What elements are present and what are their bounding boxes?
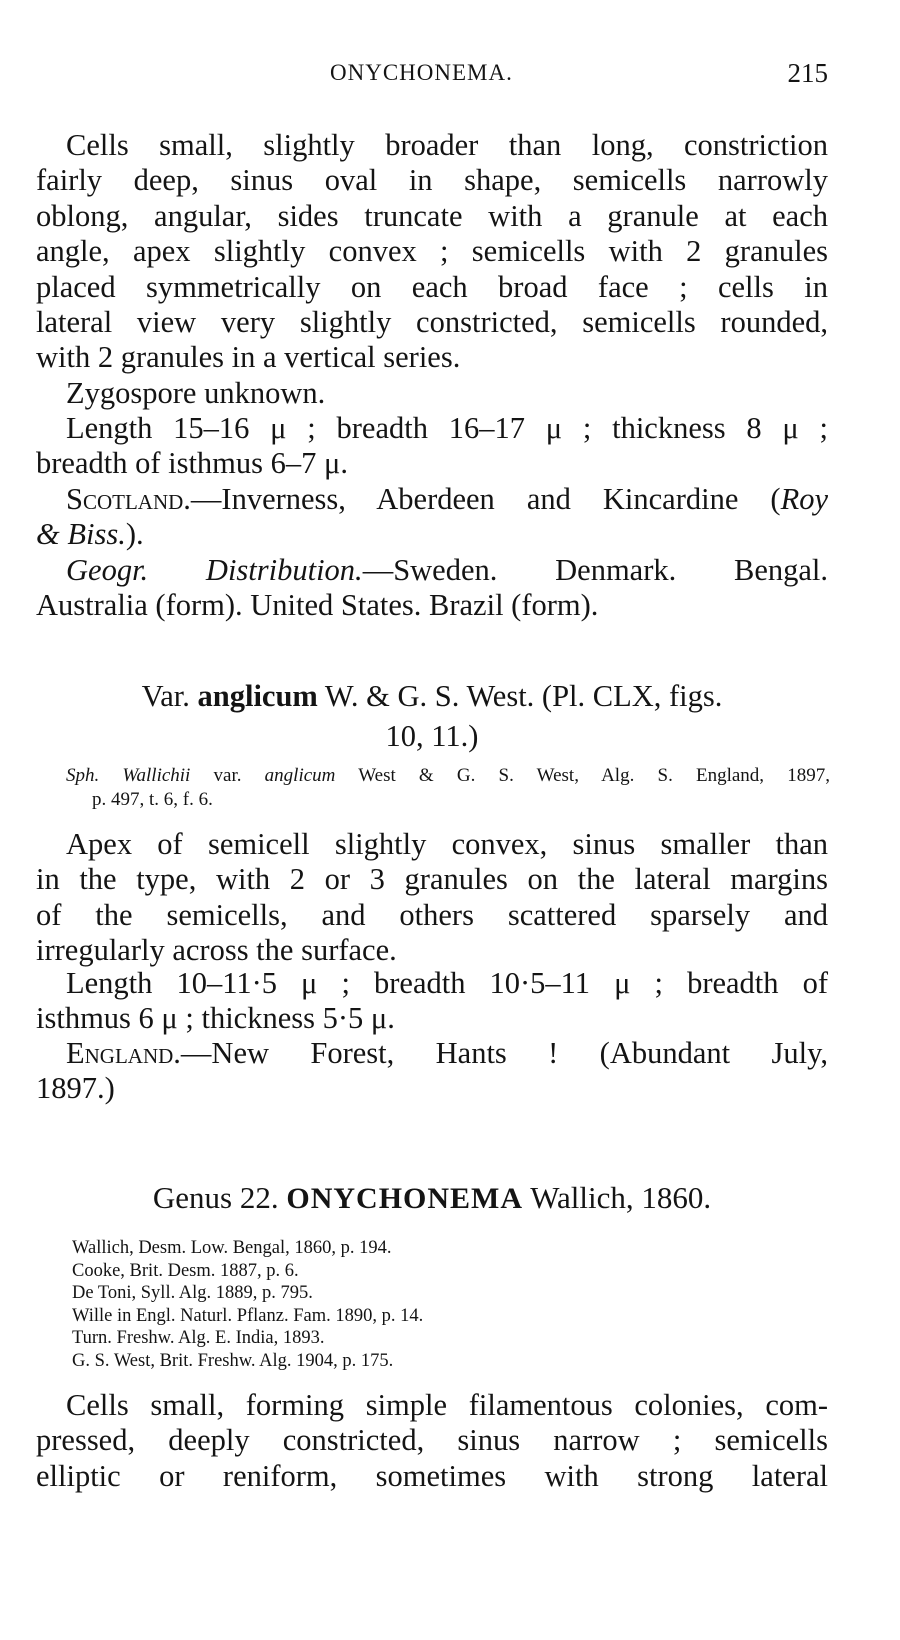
closing-text: ).	[125, 517, 144, 552]
text-line: isthmus 6 μ ; thickness 5·5 μ.	[36, 1001, 395, 1036]
reference-item: Cooke, Brit. Desm. 1887, p. 6.	[72, 1260, 299, 1281]
reference-item: Turn. Freshw. Alg. E. India, 1893.	[72, 1328, 325, 1349]
text-line: irregularly across the surface.	[36, 933, 397, 968]
genus-heading	[36, 1180, 828, 1216]
text-line	[66, 764, 830, 788]
region-label: England.	[66, 1036, 181, 1070]
species-dimensions	[36, 411, 828, 482]
reference-item: Wille in Engl. Naturl. Pflanz. Fam. 1890, p. 14.	[72, 1305, 424, 1326]
text-line: 1897.)	[36, 1071, 115, 1106]
text-line: Length 15–16 μ ; breadth 16–17 μ ; thickness 8 μ ;	[66, 411, 828, 445]
synonym-citation	[66, 764, 830, 812]
synonym-source: West & G. S. West, Alg. S. England, 1897,	[335, 765, 830, 786]
text-line: with 2 granules in a vertical series.	[36, 340, 461, 375]
text-line: breadth of isthmus 6–7 μ.	[36, 446, 348, 481]
region-label: Scotland.	[66, 482, 191, 516]
text-line: Cells small, slightly broader than long, constriction	[66, 128, 828, 162]
text-line: elliptic or reniform, sometimes with strong lateral	[36, 1458, 828, 1493]
text-line: Zygospore unknown.	[66, 376, 326, 410]
scotland-locality	[36, 482, 828, 553]
running-head: ONYCHONEMA.	[330, 60, 513, 85]
variety-prefix: Var.	[141, 679, 198, 713]
text-line	[36, 553, 828, 588]
collector-authority: & Biss.	[36, 517, 126, 552]
collector-authority: Roy	[780, 482, 828, 516]
variety-heading-line: 10, 11.)	[385, 719, 479, 753]
locality-text: —Inverness, Aberdeen and Kincardine (	[190, 482, 781, 516]
locality-text: —New Forest, Hants ! (Abundant July,	[180, 1036, 828, 1070]
text-line: Apex of semicell slightly convex, sinus smaller than	[66, 827, 828, 861]
reference-item: G. S. West, Brit. Freshw. Alg. 1904, p. 175.	[72, 1350, 394, 1371]
text-line: Cells small, forming simple filamentous colonies, com-	[66, 1388, 828, 1422]
synonym-name: Sph. Wallichii	[66, 765, 191, 786]
variety-description	[36, 827, 828, 969]
reference-item: Wallich, Desm. Low. Bengal, 1860, p. 194.	[72, 1238, 392, 1258]
genus-references	[72, 1237, 423, 1373]
text-line: pressed, deeply constricted, sinus narrow ; semicells	[36, 1423, 828, 1458]
page-number: 215	[787, 58, 828, 88]
text-line: Australia (form). United States. Brazil (form).	[36, 588, 599, 623]
species-description	[36, 128, 828, 376]
variety-dimensions	[36, 966, 828, 1037]
variety-heading-line	[36, 676, 828, 716]
variety-heading	[36, 676, 828, 756]
text-line: fairly deep, sinus oval in shape, semicells narrowly	[36, 163, 828, 198]
genus-authority: Wallich, 1860.	[523, 1180, 712, 1215]
text-line: of the semicells, and others scattered sparsely and	[36, 897, 828, 932]
synonym-epithet: anglicum	[264, 765, 336, 786]
reference-item: De Toni, Syll. Alg. 1889, p. 795.	[72, 1283, 313, 1304]
distribution-label: Geogr. Distribution.	[66, 553, 363, 587]
distribution-text: —Sweden. Denmark. Bengal.	[362, 553, 828, 587]
text-line	[36, 1036, 828, 1071]
genus-description	[36, 1388, 828, 1494]
genus-prefix: Genus 22.	[152, 1180, 287, 1215]
text-line: oblong, angular, sides truncate with a granule at each	[36, 198, 828, 233]
text-line: lateral view very slightly constricted, semicells rounded,	[36, 305, 828, 340]
text-line	[36, 482, 828, 517]
text-line: Length 10–11·5 μ ; breadth 10·5–11 μ ; breadth of	[66, 966, 828, 1000]
text-line	[36, 517, 828, 552]
variety-authors: W. & G. S. West. (Pl. CLX, figs.	[317, 679, 723, 713]
text-line: angle, apex slightly convex ; semicells with 2 granules	[36, 234, 828, 269]
variety-name: anglicum	[197, 679, 318, 713]
genus-name: ONYCHONEMA	[286, 1182, 524, 1215]
geographic-distribution	[36, 553, 828, 624]
text-line: placed symmetrically on each broad face ; cells in	[36, 269, 828, 304]
text-line: p. 497, t. 6, f. 6.	[92, 789, 213, 810]
synonym-rank: var.	[190, 765, 265, 786]
text-line: in the type, with 2 or 3 granules on the lateral margins	[36, 862, 828, 897]
england-locality	[36, 1036, 828, 1107]
zygospore-note	[36, 376, 828, 411]
